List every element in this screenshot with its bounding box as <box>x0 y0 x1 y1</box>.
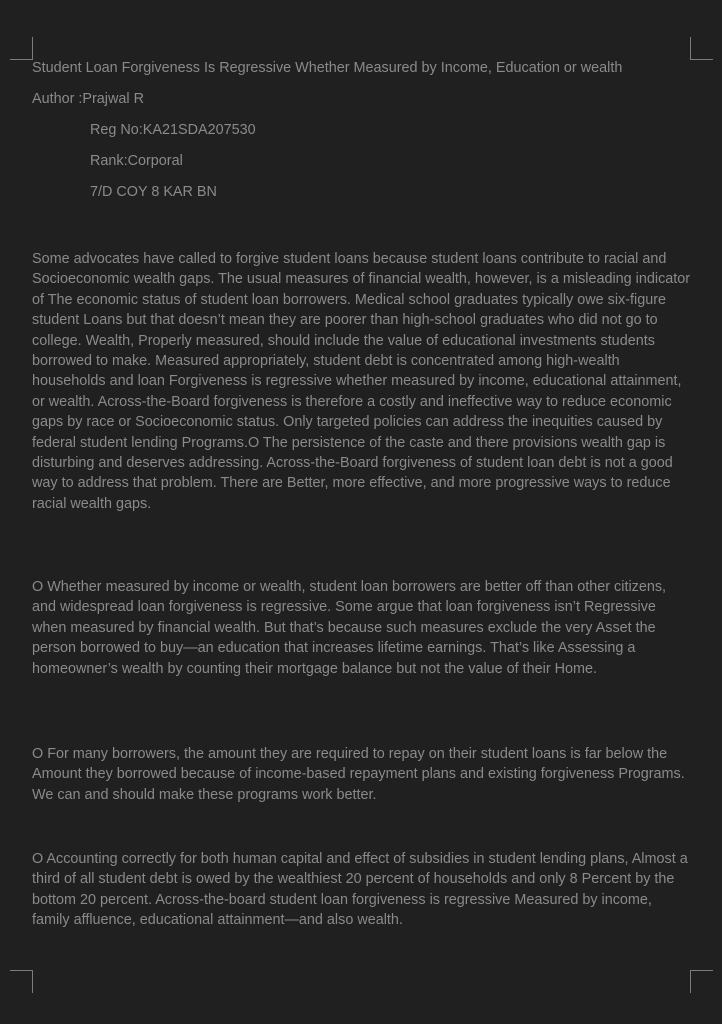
rank-line: Rank:Corporal <box>90 153 183 169</box>
paragraph-1: Some advocates have called to forgive student loans because student loans contribute to racial and Socioeconomic wealth gaps. The usual measures of financial wealth, however, is a misleading indicator of The economic status of student loan borrowers. Medical school graduates typically owe six-figure student Loans but that doesn’t mean they are poorer than high-school graduates who did not go to college. Wealth, Properly measured, should include the value of educational investments students borrowed to make. Measured appropriately, student debt is concentrated among high-wealth households and loan Forgiveness is regressive whether measured by income, educational attainment, or wealth. Across-the-Board forgiveness is therefore a costly and ineffective way to reduce economic gaps by race or Socioeconomic status. Only targeted policies can address the inequities caused by federal student lending Programs.O The persistence of the caste and there provisions wealth gap is disturbing and deserves addressing. Across-the-Board forgiveness of student loan debt is not a good way to address that problem. There are Better, more effective, and more progressive ways to reduce racial wealth gaps. <box>32 251 691 512</box>
crop-mark-bottom-right <box>690 970 713 993</box>
crop-mark-top-left <box>10 37 33 60</box>
reg-no-line: Reg No:KA21SDA207530 <box>90 122 256 138</box>
paragraph-2: O Whether measured by income or wealth, student loan borrowers are better off than other citizens, and widespread loan forgiveness is regressive. Some argue that loan forgiveness isn’t Regressive when measured by financial wealth. But that’s because such measures exclude the very Asset the person borrowed to buy—an education that increases lifetime earnings. That’s like Assessing a homeowner’s wealth by counting their mortgage balance but not the value of their Home. <box>32 579 667 677</box>
crop-mark-bottom-left <box>10 970 33 993</box>
crop-mark-top-right <box>690 37 713 60</box>
author-line: Author :Prajwal R <box>32 91 144 107</box>
paragraph-3: O For many borrowers, the amount they are required to repay on their student loans is far below the Amount they borrowed because of income-based repayment plans and existing forgiveness Programs. We can and should make these programs work better. <box>32 746 685 803</box>
document-body <box>32 58 692 929</box>
document-title: Student Loan Forgiveness Is Regressive Whether Measured by Income, Education or wealth <box>32 60 623 76</box>
unit-line: 7/D COY 8 KAR BN <box>90 184 217 200</box>
paragraph-4: O Accounting correctly for both human capital and effect of subsidies in student lending plans, Almost a third of all student debt is owed by the wealthiest 20 percent of households and only 8 Percent by the bottom 20 percent. Across-the-board student loan forgiveness is regressive Measured by income, family affluence, educational attainment—and also wealth. <box>32 851 688 929</box>
